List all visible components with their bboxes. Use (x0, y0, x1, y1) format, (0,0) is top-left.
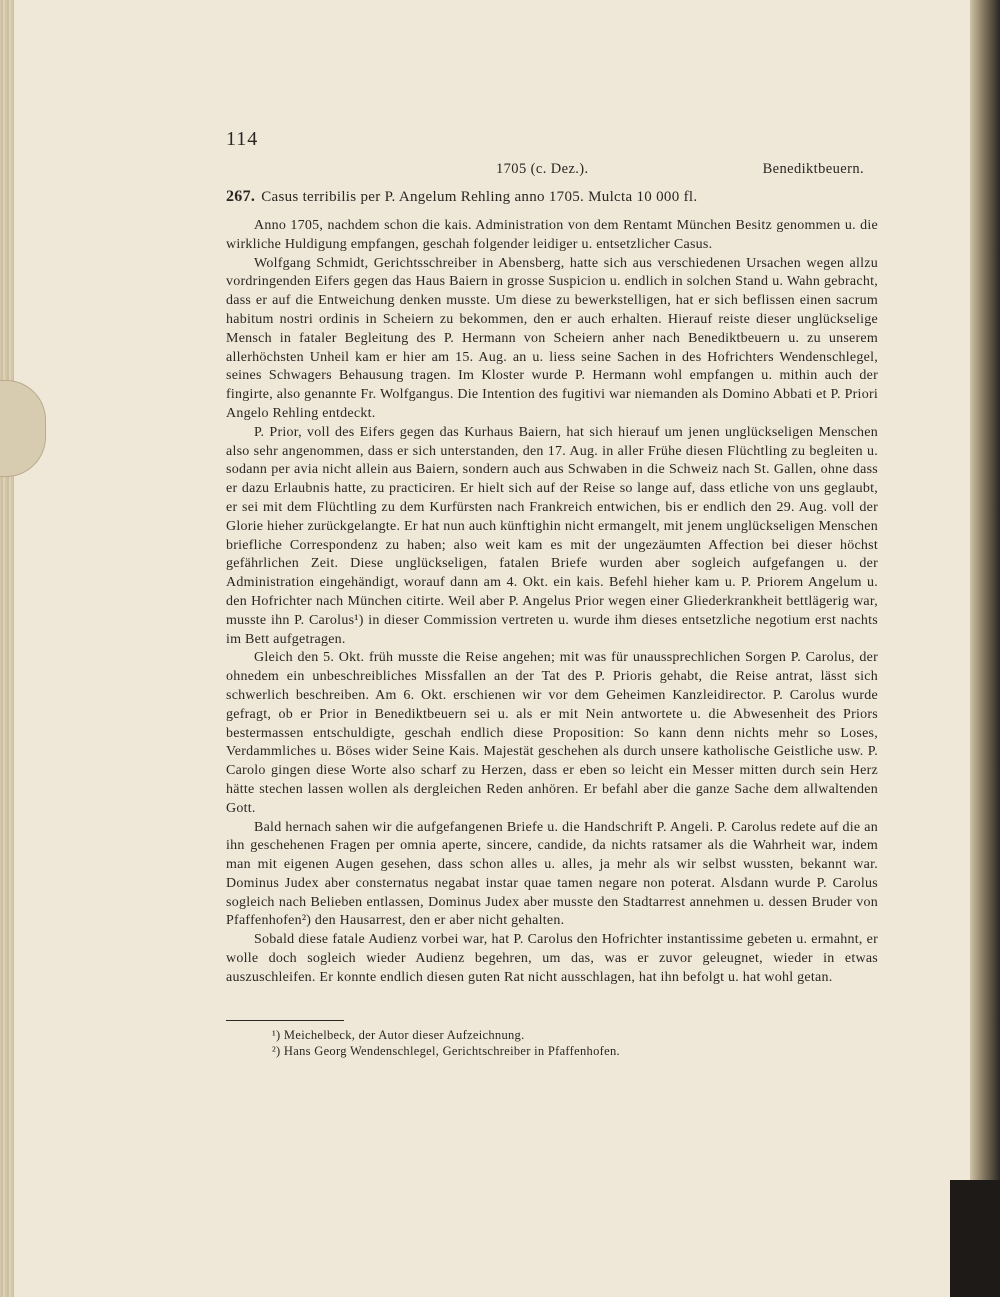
entry-title-text: Casus terribilis per P. Angelum Rehling anno 1705. Mulcta 10 000 fl. (261, 189, 698, 205)
paragraph: Wolfgang Schmidt, Gerichtsschreiber in Abensberg, hatte sich aus verschiedenen Ursachen wegen allzu vordringenden Eifers gegen das Haus Baiern in grosse Suspicion u. endlich in solchen Stand u. Wahn gebracht, dass er auf die Entweichung denken musste. Um diese zu bewerkstelligen, hat er sich beflissen einen sacrum habitum nostri ordinis in Scheiern zu bekommen, den er auch erhalten. Hierauf reiste dieser unglückselige Mensch in fataler Begleitung des P. Hermann von Scheiern anher nach Benediktbeuern u. zu unserem allerhöchsten Unheil kam er hier am 15. Aug. an u. liess seine Sachen in des Hofrichters Wendenschlegel, seines Schwagers Behausung tragen. Im Kloster wurde P. Hermann wohl empfangen u. mithin auch der fingirte, also genannte Fr. Wolfgangus. Die Intention des fugitivi war niemanden als Domino Abbati et P. Priori Angelo Rehling entdeckt. (226, 255, 878, 421)
running-header (226, 161, 878, 183)
paragraph: Anno 1705, nachdem schon die kais. Administration von dem Rentamt München Besitz genommen u. die wirkliche Huldigung empfangen, geschah folgender leidiger u. entsetzlicher Casus. (226, 218, 878, 252)
page-number: 114 (226, 128, 259, 150)
paragraph: P. Prior, voll des Eifers gegen das Kurhaus Baiern, hat sich hierauf um jenen unglückseligen Menschen also sehr angenommen, dass er sich unterstanden, den 17. Aug. in aller Frühe diesen Flüchtling zu begleiten u. sodann per avia nicht allein aus Baiern, sondern auch aus Schwaben in die Schweiz nach St. Gallen, ohne dass er dazu Erlaubnis hatte, zu practiciren. Er hielt sich auf der Reise so lange auf, dass etliche von uns geglaubt, er sei mit dem Flüchtling zu dem Kurfürsten nach Frankreich entwichen, bis er endlich den 29. Aug. voll der Glorie hieher zurückgelangte. Er hat nun auch künftighin nicht ermangelt, mit jenem unglückseligen Menschen briefliche Correspondenz zu haben; also weit kam es mit der ungezäumten Affection bei dieser höchst gefährlichen Zeit. Diese unglückseligen, fatalen Briefe wurden aber sogleich aufgefangen u. der Administration eingehändigt, worauf dann am 4. Okt. ein kais. Befehl hieher kam u. P. Priorem Angelum u. den Hofrichter nach München citirte. Weil aber P. Angelus Prior wegen einer Gliederkrankheit bettlägerig war, musste ihn P. Carolus¹) in dieser Commission vertreten u. wurde ihm dieses entsetzliche negotium erst nachts im Bett aufgetragen. (226, 424, 878, 647)
background-shadow (950, 1180, 1000, 1297)
book-spine (970, 0, 1000, 1297)
paragraph: Bald hernach sahen wir die aufgefangenen Briefe u. die Handschrift P. Angeli. P. Carolus redete auf die an ihn geschehenen Fragen per omnia aperte, sincere, candide, da nichts ratsamer als die Wahrheit war, indem man mit eigenen Augen gesehen, dass schon alles u. alles, ja mehr als wir selbst wussten, bekannt war. Dominus Judex aber consternatus negabat instar quae tamen negare non poterat. Alsdann wurde P. Carolus sogleich nach Belieben entlassen, Dominus Judex aber musste den Stadtarrest annehmen u. dessen Bruder von Pfaffenhofen²) den Hausarrest, den er aber nicht gehalten. (226, 819, 878, 929)
page-content (226, 128, 878, 1059)
entry-number: 267. (226, 188, 256, 205)
header-date: 1705 (c. Dez.). (496, 161, 589, 177)
paragraph: Gleich den 5. Okt. früh musste die Reise angehen; mit was für unaussprechlichen Sorgen P. Carolus, der ohnedem ein unbeschreibliches Missfallen an der Tat des P. Prioris gehabt, die Reise antrat, lässt sich schwerlich beschreiben. Am 6. Okt. erschienen wir vor dem Geheimen Kanzleidirector. P. Carolus wurde gefragt, ob er Prior in Benediktbeuern sei u. als er mit Nein antwortete u. die Abwesenheit des Priors bestermassen entschuldigte, geschah endlich diese Proposition: So kann denn nichts mehr so Loses, Verdammliches u. Böses wider Seine Kais. Majestät geschehen als durch unsere katholische Geistliche usw. P. Carolo gingen diese Worte also scharf zu Herzen, dass er eben so leicht ein Messer mitten durch sein Herz hätte stechen lassen wollen als dergleichen Reden anhören. Er befahl aber die ganze Sache dem allwaltenden Gott. (226, 650, 878, 816)
header-place: Benediktbeuern. (762, 161, 864, 177)
footnote: ²) Hans Georg Wendenschlegel, Gerichtschreiber in Pfaffenhofen. (272, 1043, 620, 1058)
entry-title (226, 187, 878, 207)
footnote: ¹) Meichelbeck, der Autor dieser Aufzeichnung. (272, 1027, 525, 1042)
footnote-rule (226, 1020, 344, 1021)
paragraph: Sobald diese fatale Audienz vorbei war, hat P. Carolus den Hofrichter instantissime gebeten u. ermahnt, er wolle doch sogleich wieder Audienz begehren, um das, was er zuvor geleugnet, wieder in etwas auszuschleifen. Er konnte endlich diesen guten Rat nicht ausschlagen, hat ihn befolgt u. hat wohl getan. (226, 932, 878, 985)
